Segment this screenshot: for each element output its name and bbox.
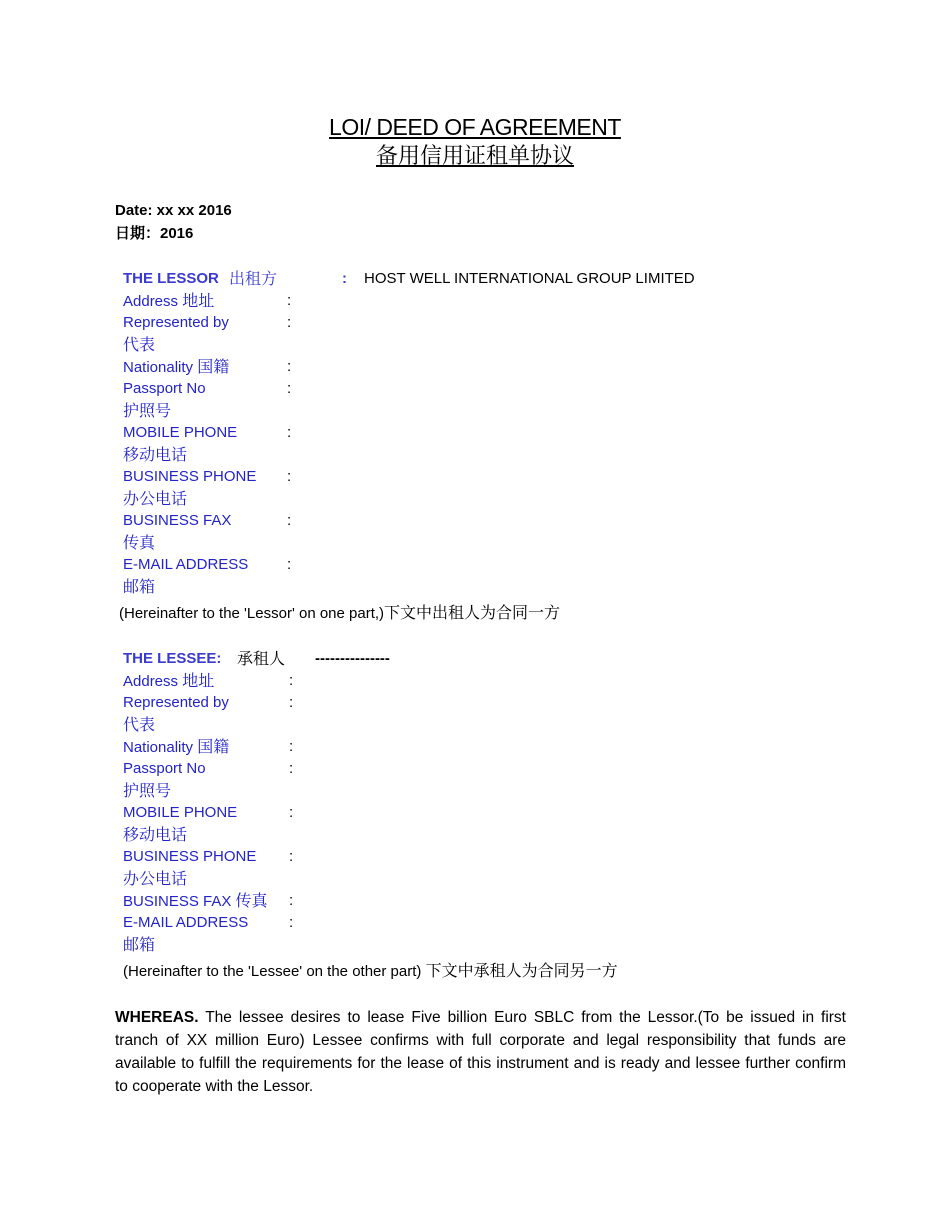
lessor-field-label [123,444,187,467]
lessor-field-label-en: Address [123,293,179,310]
lessor-field-label-zh: 邮箱 [123,577,156,596]
lessee-field-row [123,758,863,780]
lessor-heading-label: THE LESSOR [123,270,219,287]
lessor-field-colon: : [287,292,292,309]
lessee-field-label [123,802,237,824]
lessor-field-label [123,576,155,599]
lessee-note-en: (Hereinafter to the 'Lessee' on the other part) [123,963,422,980]
lessee-dashes: --------------- [315,650,390,667]
lessor-note [119,602,560,625]
lessor-field-label-en: BUSINESS FAX [123,512,232,529]
lessor-field-label-en: Represented by [123,314,229,331]
lessee-field-row [123,912,863,934]
lessor-note-zh: 下文中出租人为合同一方 [384,603,561,622]
lessor-field-label-zh: 代表 [123,335,156,354]
lessee-heading [123,648,863,670]
lessor-field-colon: : [287,314,292,331]
lessee-field-label-en: Passport No [123,760,206,777]
lessor-field-row [123,378,863,400]
lessor-field-label-en: Passport No [123,380,206,397]
lessee-field-row-zh [123,714,863,736]
lessee-field-colon: : [289,760,294,777]
lessor-field-label-zh: 办公电话 [123,489,188,508]
lessee-field-row-zh [123,934,863,956]
lessor-field-row [123,356,863,378]
lessee-field-label-zh: 护照号 [123,781,172,800]
lessor-field-row [123,510,863,532]
lessor-fields [123,290,863,598]
lessor-field-label [123,488,187,511]
lessor-field-colon: : [287,556,292,573]
lessor-field-label [123,422,237,444]
lessor-section [123,268,863,598]
lessee-field-label-zh: 地址 [182,671,215,690]
whereas-lead: WHEREAS. [115,1009,199,1026]
lessor-field-label-en: Nationality [123,359,194,376]
lessor-field-row-zh [123,532,863,554]
lessee-field-row-zh [123,824,863,846]
lessee-heading-zh: 承租人 [237,649,286,668]
lessor-field-label [123,378,206,400]
lessor-field-label-zh: 国籍 [197,357,230,376]
document-title-zh: 备用信用证租单协议 [375,144,574,169]
lessor-field-label [123,466,256,488]
lessee-fields [123,670,863,956]
lessor-field-label-en: E-MAIL ADDRESS [123,556,249,573]
lessee-field-label [123,758,206,780]
lessee-field-label [123,890,268,913]
lessor-field-label-zh: 地址 [182,291,215,310]
lessee-field-colon: : [289,892,294,909]
lessor-field-label [123,532,155,555]
lessee-field-label [123,670,214,693]
lessee-field-label [123,868,187,891]
lessee-field-label [123,780,171,803]
lessee-field-label-en: BUSINESS FAX [123,893,232,910]
lessor-field-row-zh [123,488,863,510]
lessor-field-label-en: BUSINESS PHONE [123,468,257,485]
lessee-field-label [123,736,229,759]
lessee-field-colon: : [289,914,294,931]
lessor-field-colon: : [287,512,292,529]
lessee-field-label [123,912,248,934]
lessee-field-label-en: E-MAIL ADDRESS [123,914,249,931]
lessee-field-colon: : [289,672,294,689]
lessee-field-label-zh: 传真 [235,891,268,910]
lessee-field-label [123,934,155,957]
lessor-field-label-en: MOBILE PHONE [123,424,238,441]
lessor-heading-colon: : [342,270,347,287]
lessee-field-label-en: Address [123,673,179,690]
lessor-field-label [123,554,248,576]
lessee-field-label-zh: 邮箱 [123,935,156,954]
lessor-field-row-zh [123,334,863,356]
lessee-note [123,960,618,983]
lessee-field-label [123,692,229,714]
lessor-field-label-zh: 护照号 [123,401,172,420]
lessor-heading [123,268,863,290]
lessor-field-row-zh [123,400,863,422]
document-title-en: LOI/ DEED OF AGREEMENT [329,114,621,140]
lessor-field-row-zh [123,576,863,598]
lessee-field-row-zh [123,868,863,890]
lessee-field-label-en: Nationality [123,739,194,756]
lessor-note-en: (Hereinafter to the 'Lessor' on one part,) [119,605,385,622]
lessor-name: HOST WELL INTERNATIONAL GROUP LIMITED [364,270,695,287]
lessee-field-label-zh: 代表 [123,715,156,734]
lessee-field-label-en: BUSINESS PHONE [123,848,257,865]
lessor-field-label [123,334,155,357]
lessor-field-row [123,422,863,444]
lessor-field-colon: : [287,424,292,441]
lessee-field-row [123,890,863,912]
lessee-field-row [123,670,863,692]
lessee-field-row [123,846,863,868]
lessee-field-label-en: Represented by [123,694,229,711]
lessee-field-label-zh: 移动电话 [123,825,188,844]
lessee-field-colon: : [289,804,294,821]
lessee-field-row [123,692,863,714]
lessor-field-row-zh [123,444,863,466]
lessee-field-row [123,736,863,758]
lessor-field-row [123,290,863,312]
lessee-field-row-zh [123,780,863,802]
date-en: Date: xx xx 2016 [115,202,232,219]
lessee-field-label [123,824,187,847]
lessee-field-label-zh: 国籍 [197,737,230,756]
lessor-field-label-zh: 移动电话 [123,445,188,464]
lessor-field-colon: : [287,468,292,485]
lessee-section [123,648,863,956]
lessor-field-label-zh: 传真 [123,533,156,552]
lessor-field-label [123,312,229,334]
lessee-field-label-zh: 办公电话 [123,869,188,888]
lessee-note-zh: 下文中承租人为合同另一方 [425,961,618,980]
lessee-field-colon: : [289,738,294,755]
lessee-field-label-en: MOBILE PHONE [123,804,238,821]
lessor-heading-zh: 出租方 [229,269,278,288]
lessee-field-colon: : [289,694,294,711]
lessor-field-colon: : [287,358,292,375]
lessee-field-label [123,714,155,737]
lessor-field-label [123,400,171,423]
lessee-field-label [123,846,256,868]
lessor-field-label [123,290,214,313]
whereas-text: The lessee desires to lease Five billion Euro SBLC from the Lessor.(To be issued in first tranch of XX million Euro) Lessee confirms with full corporate and legal responsibility that funds are available to fulfill the requirements for the lease of this instrument and is ready and lessee further confirm to cooperate with the Lessor. [115,1009,846,1095]
lessee-field-colon: : [289,848,294,865]
lessor-field-row [123,312,863,334]
date-zh: 日期：2016 [115,225,194,242]
lessor-field-label [123,356,229,379]
lessor-field-label [123,510,231,532]
whereas-paragraph [115,1006,846,1098]
lessee-heading-label: THE LESSEE: [123,650,222,667]
lessor-field-row [123,466,863,488]
lessor-field-colon: : [287,380,292,397]
lessee-field-row [123,802,863,824]
lessor-field-row [123,554,863,576]
